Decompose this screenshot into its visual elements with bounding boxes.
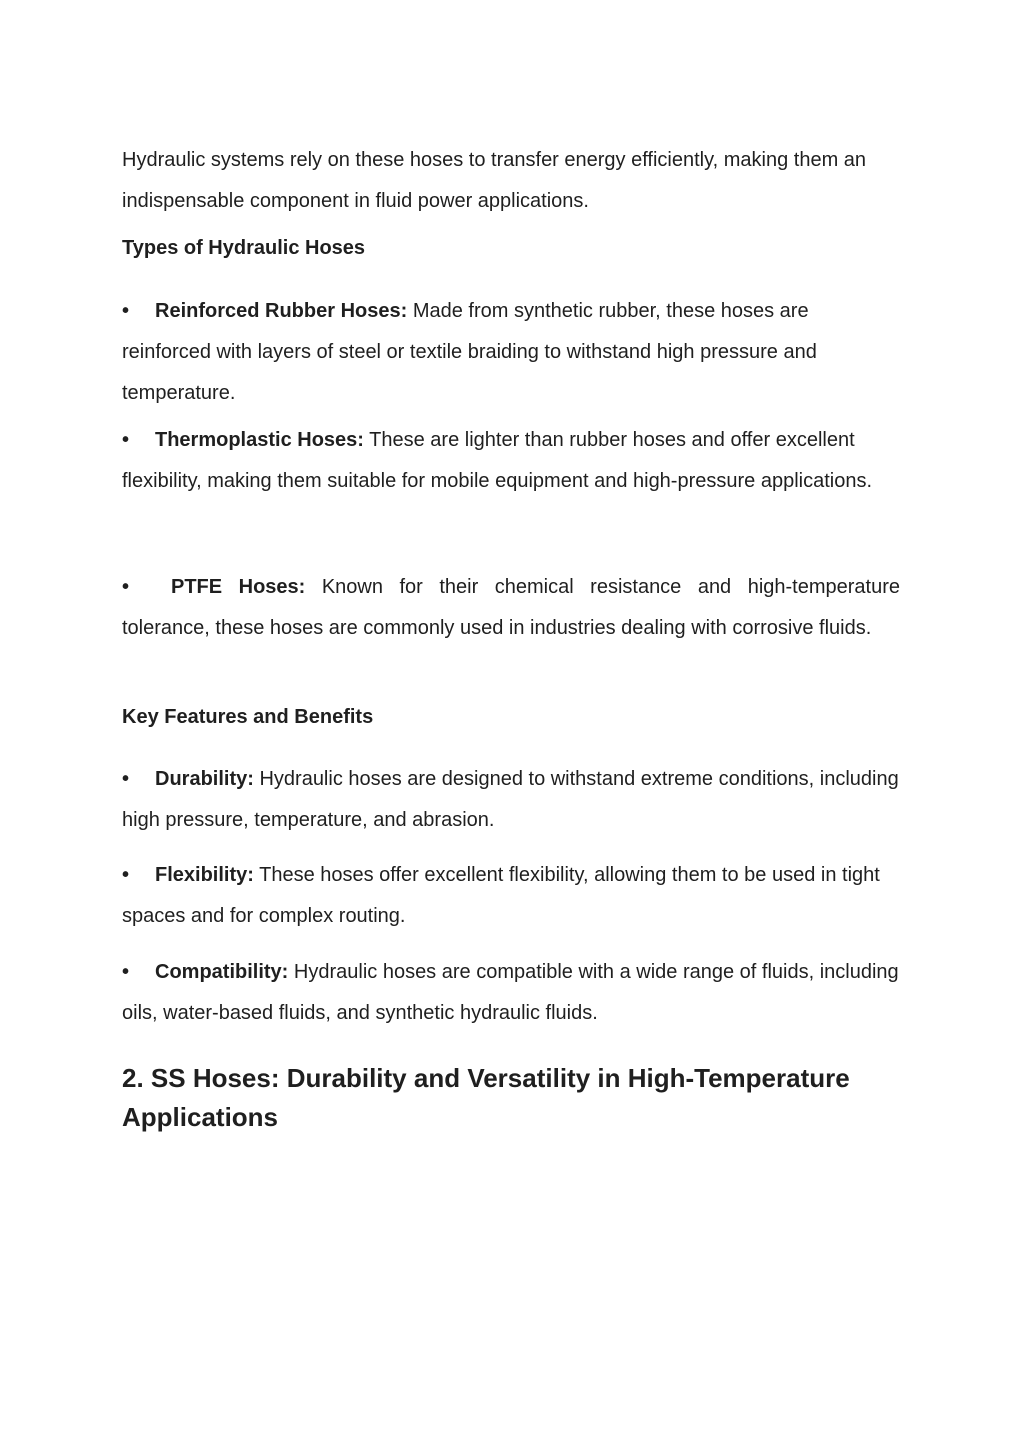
- list-item: [122, 855, 900, 937]
- list-item: [122, 952, 900, 1034]
- bullet-text: Known for their chemical resistance and high-temperature tolerance, these hoses are commonly used in industries dealing with corrosive fluids.: [122, 576, 900, 639]
- bullet-term: Thermoplastic Hoses:: [155, 429, 364, 451]
- bullet-icon: •: [122, 429, 130, 451]
- section-title: 2. SS Hoses: Durability and Versatility in High-Temperature Applications: [122, 1063, 850, 1132]
- bullet-term: Flexibility:: [155, 864, 254, 886]
- bullet-text: These hoses offer excellent flexibility, allowing them to be used in tight spaces and for complex routing.: [122, 864, 880, 927]
- list-item: [122, 420, 900, 502]
- list-item: [122, 291, 900, 414]
- bullet-icon: •: [122, 864, 130, 886]
- features-heading: Key Features and Benefits: [122, 706, 374, 728]
- bullet-term: PTFE Hoses:: [171, 576, 306, 598]
- bullet-text: These are lighter than rubber hoses and offer excellent flexibility, making them suitable for mobile equipment and high-pressure applications.: [122, 429, 873, 492]
- bullet-term: Compatibility:: [155, 961, 289, 983]
- bullet-term: Durability:: [155, 768, 254, 790]
- bullet-text: Hydraulic hoses are designed to withstand extreme conditions, including high pressure, temperature, and abrasion.: [122, 768, 899, 831]
- types-heading: Types of Hydraulic Hoses: [122, 237, 366, 259]
- intro-paragraph: Hydraulic systems rely on these hoses to transfer energy efficiently, making them an indispensable component in fluid power applications.: [122, 149, 867, 212]
- bullet-icon: •: [122, 768, 130, 790]
- list-item: [122, 759, 900, 841]
- list-item: [122, 567, 900, 649]
- bullet-text: Made from synthetic rubber, these hoses are reinforced with layers of steel or textile braiding to withstand high pressure and temperature.: [122, 300, 817, 404]
- bullet-icon: •: [122, 961, 130, 983]
- bullet-icon: •: [122, 300, 130, 322]
- bullet-term: Reinforced Rubber Hoses:: [155, 300, 408, 322]
- bullet-icon: •: [122, 576, 130, 598]
- bullet-text: Hydraulic hoses are compatible with a wide range of fluids, including oils, water-based fluids, and synthetic hydraulic fluids.: [122, 961, 899, 1024]
